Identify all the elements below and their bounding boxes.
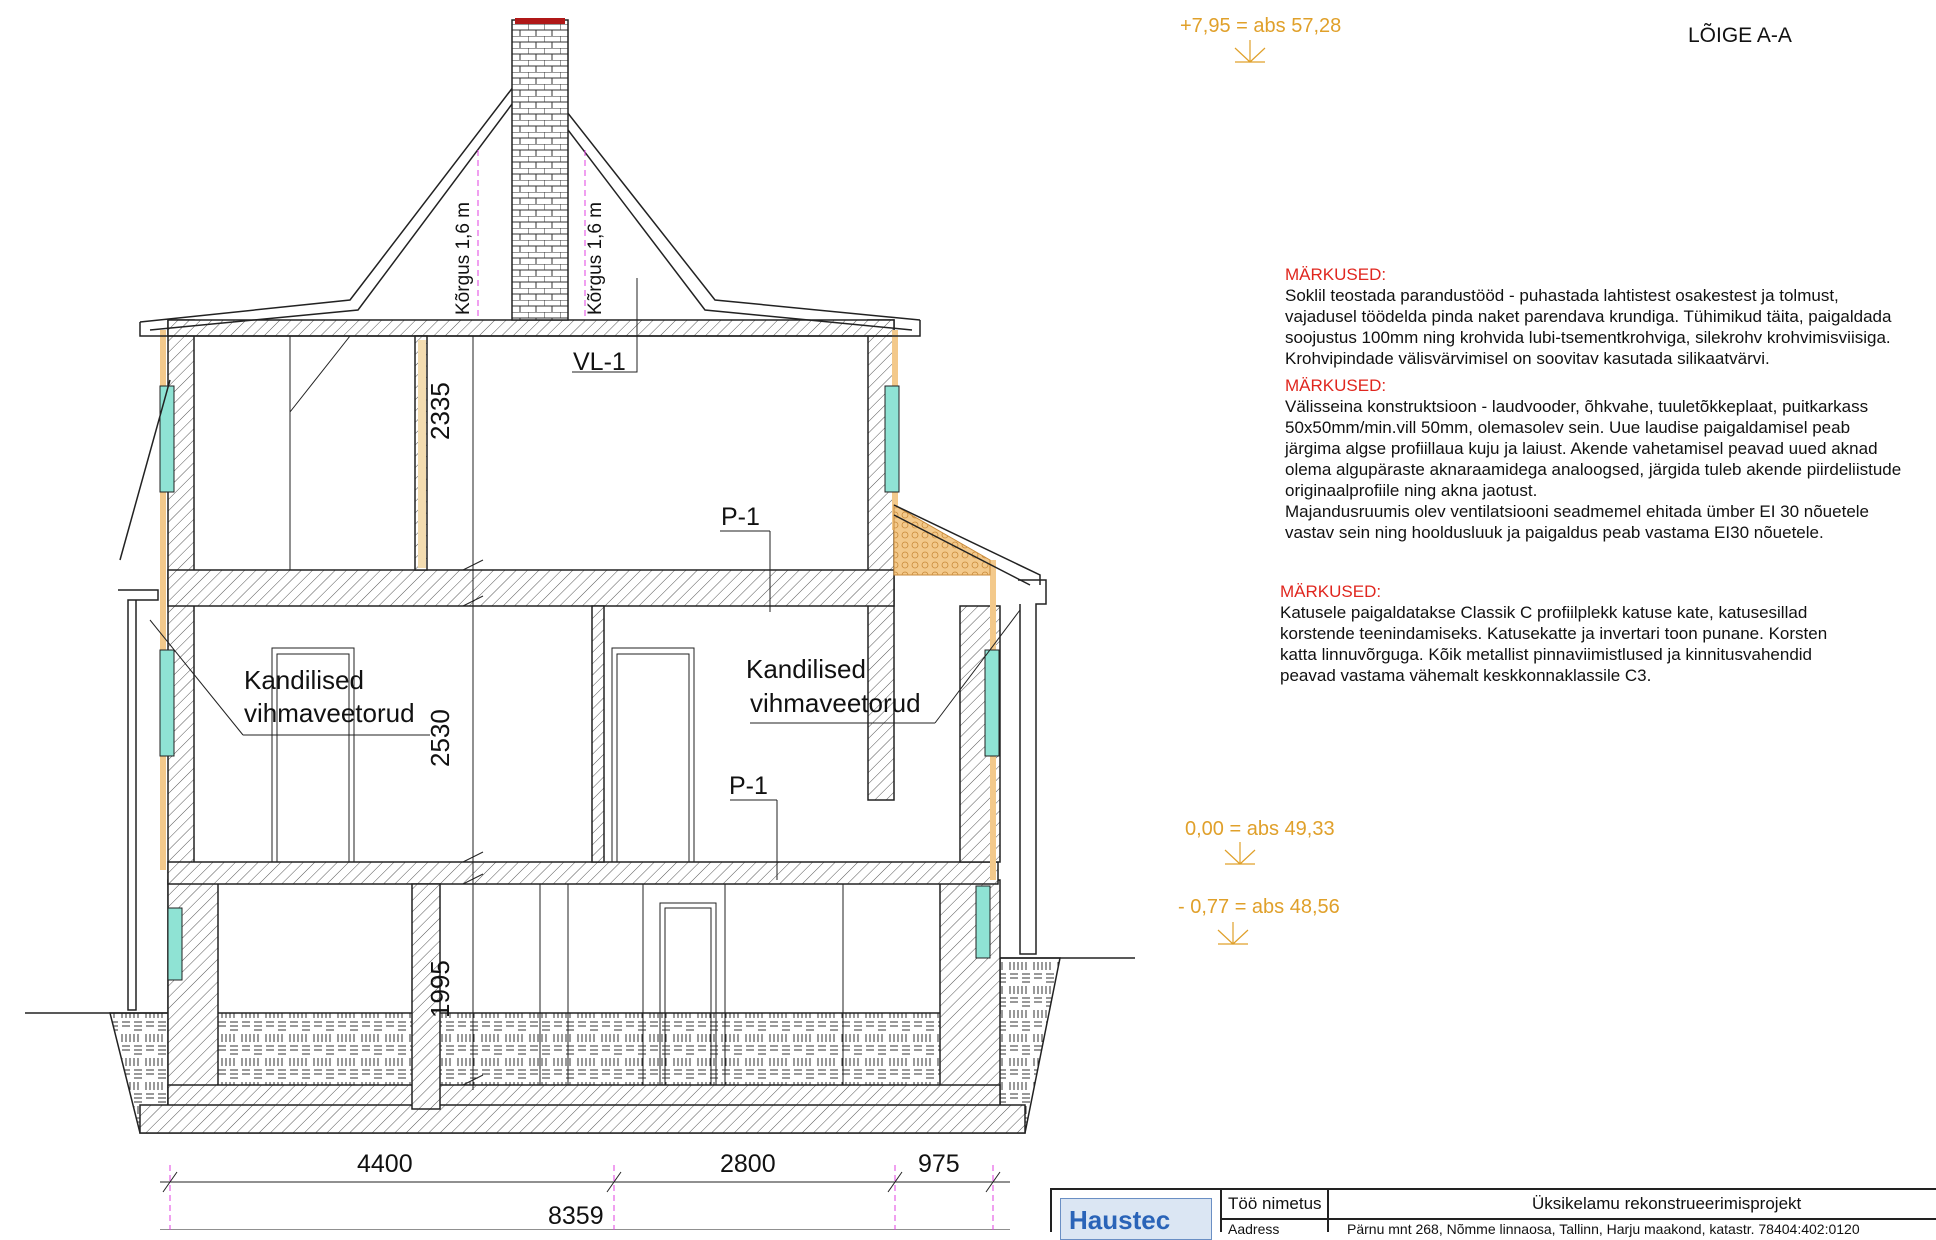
room-height-middle: 2530 (425, 709, 455, 767)
note-body (1280, 602, 1827, 686)
elevation-ground: - 0,77 = abs 48,56 (1178, 896, 1340, 918)
room-height-upper: 2335 (425, 382, 455, 440)
tb-row2-value: Pärnu mnt 268, Nõmme linnaosa, Tallinn, Harju maakond, katastr. 78404:402:0120 (1347, 1221, 1860, 1237)
vertical-dimension (463, 336, 483, 1090)
note-line: soojustus 100mm ning krohvida lubi-tsementkrohviga, silekrohv krohvimisviisiga. (1285, 328, 1891, 347)
tag-floor-upper: P-1 (721, 503, 760, 531)
note-heading: MÄRKUSED: (1285, 265, 1387, 284)
room-height-lower: 1995 (425, 960, 455, 1018)
chimney (512, 20, 568, 320)
note-line: vajadusel töödelda pinda naket parendava krundiga. Tühimikud täita, paigaldada (1285, 307, 1892, 326)
note-line: originaalprofiile ning akna jaotust. (1285, 481, 1538, 500)
callout-left-line1: Kandilised (244, 665, 364, 695)
note-line: korstende teenindamiseks. Katusekatte ja invertari toon punane. Korsten (1280, 624, 1828, 643)
note-line: olema algupäraste aknaraamidega analoogsed, järgida tuleb akende piirdeliistude (1285, 460, 1902, 479)
dimension-total: 8359 (548, 1202, 604, 1230)
note-block-1 (1285, 265, 1891, 369)
note-line: Katusele paigaldatakse Classik C profiilplekk katuse kate, katusesillad (1280, 603, 1808, 622)
note-heading: MÄRKUSED: (1285, 376, 1387, 395)
downpipes (118, 580, 1046, 1010)
note-line: Soklil teostada parandustööd - puhastada lahtistest osakestest ja tolmust, (1285, 286, 1839, 305)
note-body (1285, 396, 1901, 543)
tb-row-divider (1222, 1218, 1936, 1220)
note-block-3 (1280, 582, 1827, 686)
note-line: Välisseina konstruktsioon - laudvooder, õhkvahe, tuuletõkkeplaat, puitkarkass (1285, 397, 1869, 416)
dimension-seg1: 4400 (357, 1150, 413, 1178)
tb-value: Üksikelamu rekonstrueerimisprojekt (1532, 1194, 1802, 1213)
tb-row2-label: Aadress (1228, 1221, 1280, 1237)
callout-right-line1: Kandilised (746, 654, 866, 684)
note-block-2 (1285, 376, 1901, 543)
note-line: 50x50mm/min.vill 50mm, olemasolev sein. Uue laudise paigaldamisel peab (1285, 418, 1851, 437)
section-title: LÕIGE A-A (1688, 24, 1792, 47)
note-line: peavad vastama vähemalt keskkonnaklassile C3. (1280, 666, 1652, 685)
note-heading: MÄRKUSED: (1280, 582, 1382, 601)
note-line: Majandusruumis olev ventilatsiooni seadmemel ehitada ümber EI 30 nõuetele (1285, 502, 1870, 521)
tb-divider (1220, 1190, 1222, 1232)
note-line: Krohvipindade välisvärvimisel on soovitav kasutada silikaatvärvi. (1285, 349, 1770, 368)
elevation-zero: 0,00 = abs 49,33 (1185, 818, 1335, 840)
dimension-seg2: 2800 (720, 1150, 776, 1178)
note-line: järgima algse profiillaua kuju ja laiust. Akende vahetamisel peavad uued aknad (1285, 439, 1878, 458)
note-body (1285, 285, 1891, 369)
callout-left-line2: vihmaveetorud (244, 698, 415, 728)
elevation-top: +7,95 = abs 57,28 (1180, 15, 1342, 37)
tb-label: Töö nimetus (1228, 1194, 1322, 1213)
company-logo (1060, 1198, 1212, 1240)
logo-text: Haustec (1069, 1205, 1171, 1235)
dimension-seg3: 975 (918, 1150, 960, 1178)
attic-label-right: Kõrgus 1,6 m (585, 202, 606, 315)
callout-right-line2: vihmaveetorud (750, 688, 921, 718)
note-line: vastav sein ning hooldusluuk ja paigaldus peab vastama EI30 nõuetele. (1285, 523, 1824, 542)
tb-divider (1327, 1190, 1329, 1232)
note-line: katta linnuvõrguga. Kõik metallist pinnaviimistlused ja kinnitusvahendid (1280, 645, 1813, 664)
attic-label-left: Kõrgus 1,6 m (453, 202, 474, 315)
tag-floor-lower: P-1 (729, 772, 768, 800)
tag-roof: VL-1 (573, 348, 626, 376)
elevation-markers (1218, 40, 1265, 944)
title-block (1050, 1188, 1936, 1237)
chimney-cap (515, 18, 565, 24)
